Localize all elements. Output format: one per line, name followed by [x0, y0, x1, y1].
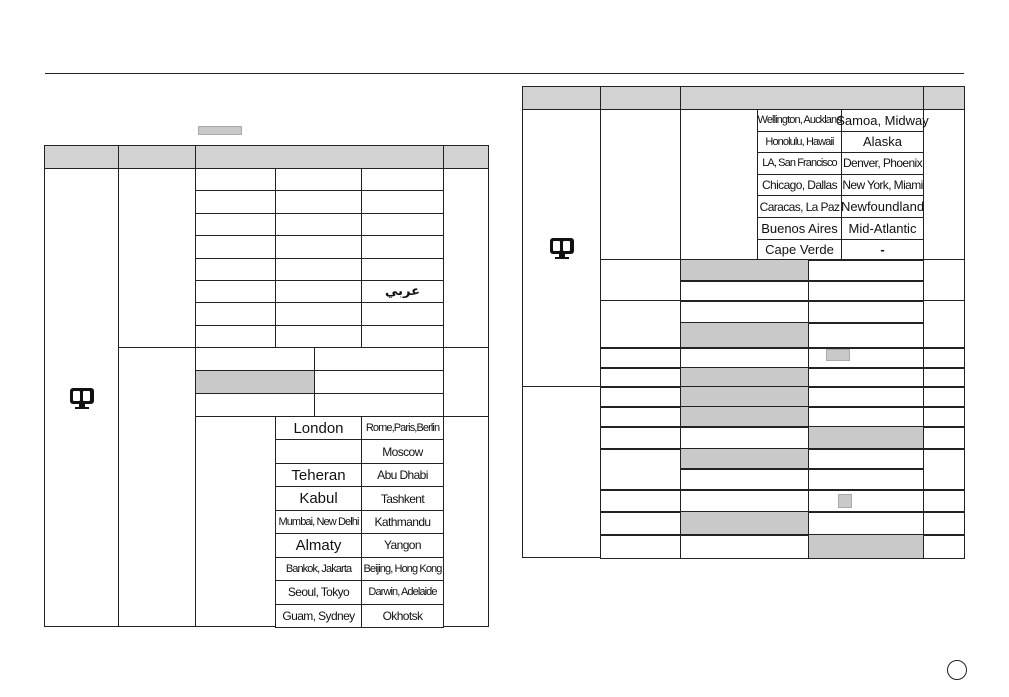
timezone-city-cell: Abu Dhabi — [361, 463, 444, 487]
timezone-city-cell: Teheran — [275, 463, 362, 487]
language-option-cell — [275, 190, 362, 213]
timezone-city-cell: Guam, Sydney — [275, 604, 362, 628]
timezone-city-cell: Almaty — [275, 533, 362, 557]
header-cell-option — [680, 86, 924, 110]
page-cell — [923, 511, 965, 536]
option-cell — [680, 468, 809, 491]
timezone-city-cell: Beijing, Hong Kong — [361, 557, 444, 581]
timezone-city-cell: Okhotsk — [361, 604, 444, 628]
page-cell — [923, 259, 965, 301]
menu-cell-setup — [522, 109, 601, 387]
option-cell — [680, 259, 809, 282]
option-cell — [680, 489, 809, 513]
highlight-chip — [826, 349, 850, 361]
timezone-city-cell: Caracas, La Paz — [757, 195, 842, 218]
option-cell — [680, 448, 809, 470]
language-option-cell — [275, 325, 362, 348]
monitor-setup-icon — [547, 236, 577, 260]
option-cell — [808, 511, 924, 536]
datetime-option-cell — [314, 393, 444, 417]
timezone-city-cell: Alaska — [841, 131, 924, 154]
timezone-city-cell: Buenos Aires — [757, 217, 842, 240]
timezone-city-cell: Kabul — [275, 486, 362, 510]
header-cell-page — [443, 145, 489, 169]
option-cell — [808, 448, 924, 470]
datetime-option-cell — [195, 347, 315, 371]
option-cell — [680, 426, 809, 450]
language-option-cell — [361, 235, 444, 258]
option-cell — [808, 489, 924, 513]
option-cell — [680, 300, 809, 324]
language-option-cell — [361, 190, 444, 213]
left-settings-table — [44, 145, 489, 627]
datetime-option-cell — [314, 370, 444, 394]
timezone-city-cell: Samoa, Midway — [841, 109, 924, 132]
timezone-city-cell: Honolulu, Hawaii — [757, 131, 842, 154]
page-number-circle — [947, 660, 967, 680]
option-cell — [808, 534, 924, 559]
datetime-option-cell — [314, 347, 444, 371]
page-cell-language — [443, 168, 489, 348]
page-cell — [923, 426, 965, 450]
timezone-city-cell: Yangon — [361, 533, 444, 557]
submenu-cell-date-time — [118, 347, 196, 627]
world-time-label-cell — [195, 416, 276, 627]
option-cell — [808, 386, 924, 408]
option-cell — [680, 511, 809, 536]
language-option-cell — [275, 235, 362, 258]
page-cell — [923, 367, 965, 388]
top-rule — [45, 73, 964, 74]
datetime-option-default — [195, 370, 315, 394]
page-cell — [923, 347, 965, 369]
highlight-chip — [838, 494, 852, 508]
datetime-option-cell — [195, 393, 315, 417]
language-option-cell — [361, 168, 444, 191]
submenu-cell — [600, 347, 681, 369]
language-option-cell — [195, 258, 276, 281]
option-cell — [680, 386, 809, 408]
page-cell-world-time — [443, 416, 489, 627]
highlight-chip — [198, 126, 242, 135]
submenu-cell — [600, 406, 681, 428]
option-cell — [680, 322, 809, 349]
page-cell — [923, 448, 965, 491]
menu-cell-setup — [44, 168, 119, 627]
timezone-city-cell: Moscow — [361, 439, 444, 463]
timezone-city-cell: Mid-Atlantic — [841, 217, 924, 240]
menu-cell-section — [522, 386, 601, 558]
language-option-cell — [195, 280, 276, 303]
timezone-city-cell: Wellington, Auckland — [757, 109, 842, 132]
submenu-cell — [600, 448, 681, 491]
header-cell-page — [923, 86, 965, 110]
submenu-cell — [600, 511, 681, 536]
header-cell-option — [195, 145, 444, 169]
submenu-cell — [600, 426, 681, 450]
language-option-cell — [195, 235, 276, 258]
right-settings-table — [522, 86, 965, 558]
option-cell — [680, 280, 809, 302]
timezone-city-cell: - — [841, 239, 924, 262]
submenu-cell — [600, 386, 681, 408]
language-option-cell — [361, 258, 444, 281]
language-option-cell — [195, 325, 276, 348]
option-cell — [808, 259, 924, 282]
submenu-cell-language — [118, 168, 196, 348]
world-time-label-cell — [680, 109, 758, 260]
timezone-city-cell: Rome,Paris,Berlin — [361, 416, 444, 440]
language-option-cell — [195, 168, 276, 191]
page-cell — [923, 300, 965, 349]
option-cell — [680, 347, 809, 369]
timezone-city-cell — [275, 439, 362, 463]
page-cell-world-time — [923, 109, 965, 260]
header-cell-menu — [522, 86, 601, 110]
timezone-city-cell: Newfoundland — [841, 195, 924, 218]
header-cell-submenu — [118, 145, 196, 169]
submenu-cell — [600, 489, 681, 513]
option-cell — [808, 300, 924, 324]
page-cell — [923, 406, 965, 428]
language-option-cell — [361, 213, 444, 236]
page-cell — [923, 489, 965, 513]
language-option-cell — [361, 325, 444, 348]
timezone-city-cell: Mumbai, New Delhi — [275, 510, 362, 534]
option-cell — [808, 322, 924, 349]
language-option-cell — [361, 302, 444, 325]
language-option-cell — [195, 302, 276, 325]
option-cell — [808, 468, 924, 491]
timezone-city-cell: Seoul, Tokyo — [275, 580, 362, 604]
language-option-cell — [275, 168, 362, 191]
timezone-city-cell: LA, San Francisco — [757, 152, 842, 175]
timezone-city-cell: London — [275, 416, 362, 440]
language-option-cell — [195, 190, 276, 213]
submenu-cell — [600, 300, 681, 349]
submenu-cell-date-time — [600, 109, 681, 260]
submenu-cell — [600, 534, 681, 559]
language-option-cell — [275, 280, 362, 303]
monitor-setup-icon — [67, 386, 97, 410]
page-cell — [923, 534, 965, 559]
timezone-city-cell: Darwin, Adelaide — [361, 580, 444, 604]
option-cell — [680, 406, 809, 428]
page-cell-datetime — [443, 347, 489, 417]
language-option-cell — [275, 258, 362, 281]
header-cell-submenu — [600, 86, 681, 110]
language-option-cell: عربي — [361, 280, 444, 303]
page-cell — [923, 386, 965, 408]
option-cell — [808, 406, 924, 428]
language-option-cell — [275, 302, 362, 325]
timezone-city-cell: Denver, Phoenix — [841, 152, 924, 175]
option-cell — [680, 367, 809, 388]
submenu-cell — [600, 367, 681, 388]
option-cell — [808, 367, 924, 388]
language-option-cell — [275, 213, 362, 236]
header-cell-menu — [44, 145, 119, 169]
timezone-city-cell: Tashkent — [361, 486, 444, 510]
timezone-city-cell: Chicago, Dallas — [757, 174, 842, 197]
timezone-city-cell: Kathmandu — [361, 510, 444, 534]
timezone-city-cell: New York, Miami — [841, 174, 924, 197]
language-option-cell — [195, 213, 276, 236]
timezone-city-cell: Bankok, Jakarta — [275, 557, 362, 581]
option-cell — [680, 534, 809, 559]
timezone-city-cell: Cape Verde — [757, 239, 842, 262]
submenu-cell — [600, 259, 681, 301]
option-cell — [808, 426, 924, 450]
option-cell — [808, 280, 924, 302]
